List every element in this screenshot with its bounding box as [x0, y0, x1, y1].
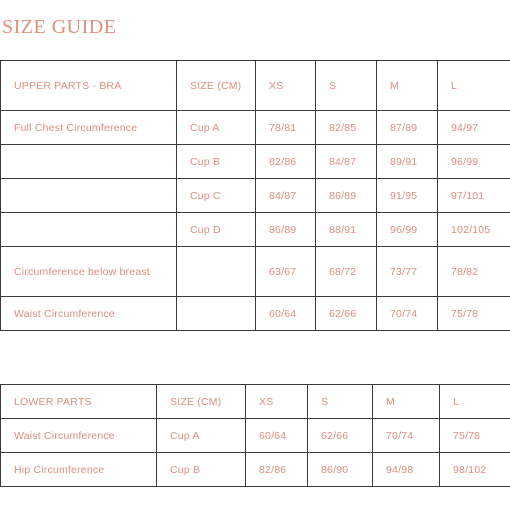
table-header-row [1, 385, 510, 419]
header-cell: M [373, 385, 440, 419]
table-cell: 86/90 [308, 453, 373, 487]
table-cell [177, 297, 256, 331]
table-cell: 75/78 [440, 419, 510, 453]
table-cell: Waist Circumference [1, 419, 157, 453]
table-cell: Full Chest Circumference [1, 111, 177, 145]
table-cell: 73/77 [377, 247, 438, 297]
table-cell: 89/91 [377, 145, 438, 179]
table-cell: 86/89 [256, 213, 316, 247]
table-cell [1, 213, 177, 247]
header-cell: S [308, 385, 373, 419]
table-cell: Cup B [157, 453, 246, 487]
table-cell: Cup B [177, 145, 256, 179]
header-cell: XS [256, 61, 316, 111]
table-cell [1, 179, 177, 213]
table-cell: 63/67 [256, 247, 316, 297]
table-cell: 60/64 [256, 297, 316, 331]
table-cell: 96/99 [438, 145, 510, 179]
table-cell: Cup A [177, 111, 256, 145]
header-cell: UPPER PARTS - BRA [1, 61, 177, 111]
table-cell: Waist Circumference [1, 297, 177, 331]
table-cell: 68/72 [316, 247, 377, 297]
table-cell: Cup C [177, 179, 256, 213]
table-cell: 94/98 [373, 453, 440, 487]
table-row [1, 247, 510, 297]
table-cell: 87/89 [377, 111, 438, 145]
table-row [1, 213, 510, 247]
table-cell: 96/99 [377, 213, 438, 247]
table-cell: Circumference below breast [1, 247, 177, 297]
table-header-row [1, 61, 510, 111]
table-cell: 60/64 [246, 419, 308, 453]
table-row [1, 111, 510, 145]
table-cell: 70/74 [377, 297, 438, 331]
table-row [1, 297, 510, 331]
table-cell: 78/82 [438, 247, 510, 297]
upper-size-table [0, 60, 510, 331]
header-cell: S [316, 61, 377, 111]
table-row [1, 145, 510, 179]
table-cell: Cup D [177, 213, 256, 247]
table-cell: 84/87 [256, 179, 316, 213]
table-cell: 98/102 [440, 453, 510, 487]
header-cell: L [438, 61, 510, 111]
table-cell: Cup A [157, 419, 246, 453]
table-cell [1, 145, 177, 179]
table-cell: 75/78 [438, 297, 510, 331]
table-cell: 62/66 [316, 297, 377, 331]
table-cell [177, 247, 256, 297]
table-cell: 88/91 [316, 213, 377, 247]
header-cell: XS [246, 385, 308, 419]
table-row [1, 453, 510, 487]
table-cell: 84/87 [316, 145, 377, 179]
lower-size-table [0, 384, 510, 487]
table-cell: 78/81 [256, 111, 316, 145]
table-cell: 62/66 [308, 419, 373, 453]
table-cell: 94/97 [438, 111, 510, 145]
header-cell: M [377, 61, 438, 111]
table-cell: 91/95 [377, 179, 438, 213]
header-cell: L [440, 385, 510, 419]
table-cell: 82/85 [316, 111, 377, 145]
header-cell: SIZE (CM) [157, 385, 246, 419]
page-title: SIZE GUIDE [2, 16, 117, 38]
table-row [1, 419, 510, 453]
table-cell: 82/86 [246, 453, 308, 487]
table-cell: 102/105 [438, 213, 510, 247]
table-cell: 86/89 [316, 179, 377, 213]
table-row [1, 179, 510, 213]
header-cell: SIZE (CM) [177, 61, 256, 111]
header-cell: LOWER PARTS [1, 385, 157, 419]
table-cell: 97/101 [438, 179, 510, 213]
table-cell: 70/74 [373, 419, 440, 453]
table-cell: 82/86 [256, 145, 316, 179]
table-cell: Hip Circumference [1, 453, 157, 487]
